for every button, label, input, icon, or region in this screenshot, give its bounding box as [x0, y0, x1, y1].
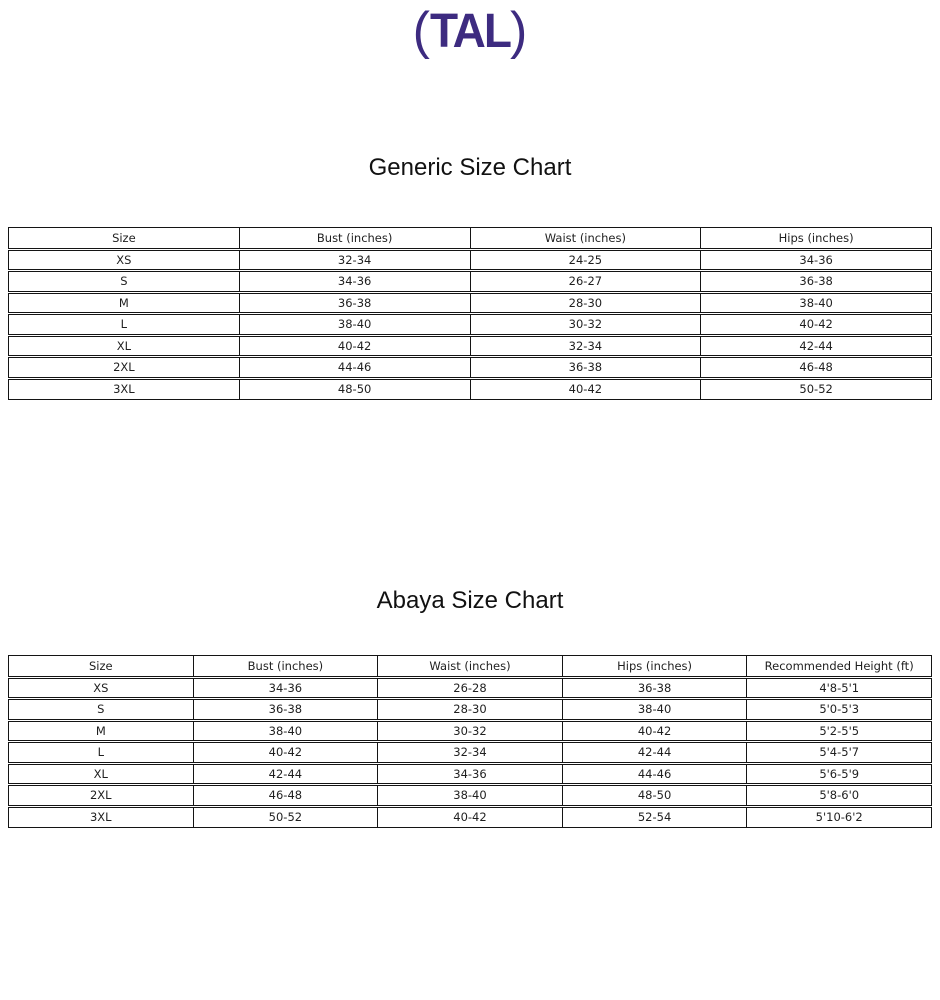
measurement-cell: 28-30 — [378, 699, 563, 721]
column-header: Hips (inches) — [701, 228, 932, 250]
size-cell: S — [9, 699, 194, 721]
measurement-cell: 28-30 — [470, 292, 701, 314]
measurement-cell: 40-42 — [378, 806, 563, 828]
logo-open-paren: ( — [412, 2, 430, 60]
measurement-cell: 32-34 — [378, 742, 563, 764]
measurement-cell: 46-48 — [193, 785, 378, 807]
measurement-cell: 40-42 — [701, 314, 932, 336]
measurement-cell: 5'10-6'2 — [747, 806, 932, 828]
column-header: Waist (inches) — [378, 656, 563, 678]
abaya-size-chart-title: Abaya Size Chart — [376, 587, 564, 614]
measurement-cell: 40-42 — [562, 720, 747, 742]
measurement-cell: 42-44 — [562, 742, 747, 764]
table-row — [9, 720, 932, 742]
measurement-cell: 5'2-5'5 — [747, 720, 932, 742]
logo-text: TAL — [429, 2, 510, 58]
measurement-cell: 42-44 — [701, 335, 932, 357]
measurement-cell: 52-54 — [562, 806, 747, 828]
measurement-cell: 48-50 — [239, 378, 470, 400]
measurement-cell: 38-40 — [562, 699, 747, 721]
size-cell: L — [9, 314, 240, 336]
measurement-cell: 5'8-6'0 — [747, 785, 932, 807]
measurement-cell: 40-42 — [239, 335, 470, 357]
size-cell: M — [9, 720, 194, 742]
measurement-cell: 30-32 — [378, 720, 563, 742]
column-header: Waist (inches) — [470, 228, 701, 250]
table-row — [9, 742, 932, 764]
table-row — [9, 249, 932, 271]
measurement-cell: 5'6-5'9 — [747, 763, 932, 785]
size-cell: XS — [9, 249, 240, 271]
measurement-cell: 50-52 — [701, 378, 932, 400]
brand-logo — [0, 0, 940, 58]
measurement-cell: 50-52 — [193, 806, 378, 828]
measurement-cell: 44-46 — [562, 763, 747, 785]
measurement-cell: 32-34 — [470, 335, 701, 357]
table-row — [9, 314, 932, 336]
measurement-cell: 44-46 — [239, 357, 470, 379]
measurement-cell: 46-48 — [701, 357, 932, 379]
measurement-cell: 36-38 — [239, 292, 470, 314]
table-row — [9, 335, 932, 357]
size-cell: 3XL — [9, 806, 194, 828]
logo-close-paren: ) — [510, 2, 528, 60]
size-cell: XL — [9, 763, 194, 785]
size-cell: 2XL — [9, 357, 240, 379]
size-cell: 2XL — [9, 785, 194, 807]
size-cell: XL — [9, 335, 240, 357]
measurement-cell: 34-36 — [193, 677, 378, 699]
abaya-size-chart-table — [8, 655, 932, 828]
table-row — [9, 271, 932, 293]
size-cell: XS — [9, 677, 194, 699]
measurement-cell: 34-36 — [701, 249, 932, 271]
measurement-cell: 40-42 — [193, 742, 378, 764]
generic-size-chart-table — [8, 227, 932, 400]
size-cell: S — [9, 271, 240, 293]
table-row — [9, 806, 932, 828]
measurement-cell: 38-40 — [378, 785, 563, 807]
measurement-cell: 4'8-5'1 — [747, 677, 932, 699]
measurement-cell: 24-25 — [470, 249, 701, 271]
measurement-cell: 34-36 — [378, 763, 563, 785]
measurement-cell: 34-36 — [239, 271, 470, 293]
measurement-cell: 36-38 — [562, 677, 747, 699]
table-row — [9, 763, 932, 785]
generic-size-chart-title: Generic Size Chart — [368, 154, 572, 181]
table-row — [9, 292, 932, 314]
measurement-cell: 36-38 — [470, 357, 701, 379]
table-row — [9, 378, 932, 400]
measurement-cell: 38-40 — [701, 292, 932, 314]
size-cell: 3XL — [9, 378, 240, 400]
column-header: Recommended Height (ft) — [747, 656, 932, 678]
column-header: Hips (inches) — [562, 656, 747, 678]
table-row — [9, 357, 932, 379]
column-header: Bust (inches) — [193, 656, 378, 678]
measurement-cell: 48-50 — [562, 785, 747, 807]
column-header: Size — [9, 656, 194, 678]
measurement-cell: 5'0-5'3 — [747, 699, 932, 721]
table-header-row — [9, 656, 932, 678]
measurement-cell: 36-38 — [193, 699, 378, 721]
table-header-row — [9, 228, 932, 250]
measurement-cell: 32-34 — [239, 249, 470, 271]
size-cell: M — [9, 292, 240, 314]
table-row — [9, 677, 932, 699]
column-header: Bust (inches) — [239, 228, 470, 250]
measurement-cell: 38-40 — [239, 314, 470, 336]
table-row — [9, 699, 932, 721]
measurement-cell: 42-44 — [193, 763, 378, 785]
measurement-cell: 26-27 — [470, 271, 701, 293]
measurement-cell: 30-32 — [470, 314, 701, 336]
measurement-cell: 36-38 — [701, 271, 932, 293]
column-header: Size — [9, 228, 240, 250]
measurement-cell: 5'4-5'7 — [747, 742, 932, 764]
table-row — [9, 785, 932, 807]
measurement-cell: 38-40 — [193, 720, 378, 742]
measurement-cell: 26-28 — [378, 677, 563, 699]
measurement-cell: 40-42 — [470, 378, 701, 400]
size-cell: L — [9, 742, 194, 764]
